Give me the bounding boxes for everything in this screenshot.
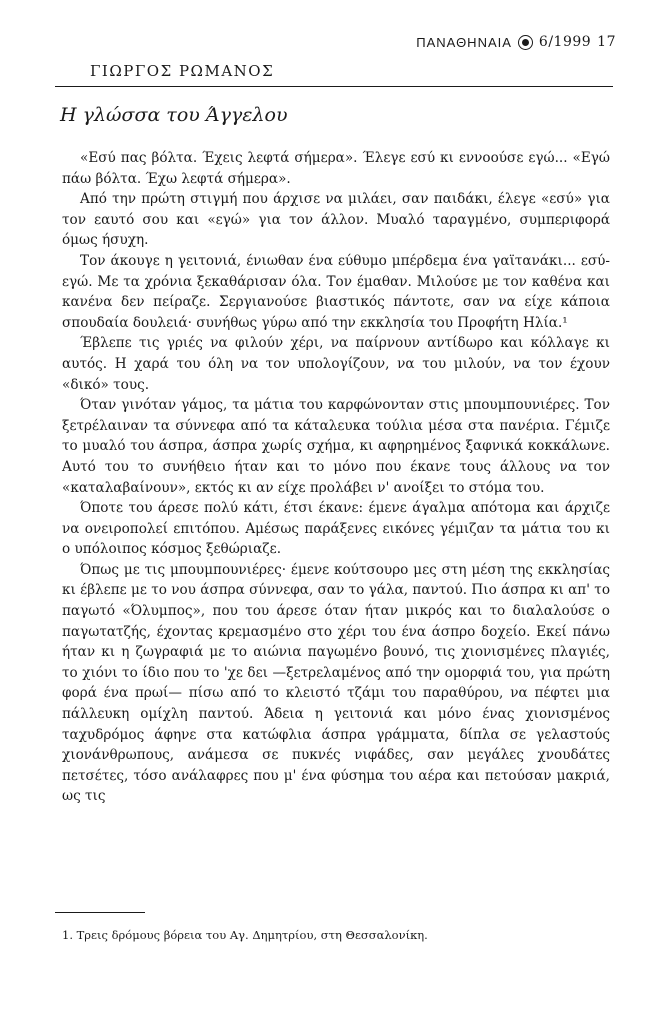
running-head [416, 34, 616, 50]
header-rule [55, 86, 613, 87]
paragraph-6: Όποτε του άρεσε πολύ κάτι, έτσι έκανε: έμενε άγαλμα απότομα και άρχιζε να ονειροπολεί επιτόπου. Αμέσως παράξενες εικόνες γέμιζαν τα μάτια του κι ο υπόλοιπος κόσμος ξεθώριαζε. [62, 500, 610, 558]
paragraph-5: Όταν γινόταν γάμος, τα μάτια του καρφώνονταν στις μπουμπουνιέρες. Τον ξετρέλαιναν τα σύννεφα από τα κάταλευκα τούλια μέσα στα πανέρια. Γέμιζε το μυαλό του άσπρα, άσπρα χωρίς σχήμα, κι αφηρημένος ξαφνικά κοκκάλωνε. Αυτό του το συνήθειο ήταν και το μόνο που έκανε τους άλλους να τον «καταλαβαίνουν», εκτός κι αν είχε προλάβει ν' ανοίξει το στόμα του. [62, 397, 610, 496]
paragraph-2: Από την πρώτη στιγμή που άρχισε να μιλάει, σαν παιδάκι, έλεγε «εσύ» για τον εαυτό σου και «εγώ» για τον άλλον. Μυαλό ταραγμένο, συμπεριφορά όμως ήσυχη. [62, 191, 610, 249]
story-body [62, 148, 610, 807]
footnote: 1. Τρεις δρόμους βόρεια του Αγ. Δημητρίου, στη Θεσσαλονίκη. [62, 928, 428, 942]
journal-logo-icon [518, 35, 533, 50]
paragraph-3: Τον άκουγε η γειτονιά, ένιωθαν ένα εύθυμο μπέρδεμα ένα γαϊτανάκι... εσύ-εγώ. Με τα χρόνια ξεκαθάρισαν όλα. Τον έμαθαν. Μιλούσε με τον καθένα και κανένα δεν πείραζε. Σεργιανούσε βιαστικός πάντοτε, σαν να είχε κάποια σπουδαία δουλειά· συνήθως γύρω από την εκκλησία του Προφήτη Ηλία.¹ [62, 252, 610, 331]
paragraph-7: Όπως με τις μπουμπουνιέρες· έμενε κούτσουρο μες στη μέση της εκκλησίας κι έβλεπε με το νου άσπρα σύννεφα, σαν το γάλα, παντού. Πιο άσπρα κι απ' το παγωτό «Όλυμπος», που του άρεσε όταν ήταν μικρός και το διαλαλούσε ο παγωτατζής, έχοντας κρεμασμένο στο χέρι του ένα άσπρο δοχείο. Εκεί πάνω ήταν κι η ζωγραφιά με το αιώνια παγωμένο βουνό, τις χιονισμένες πλαγιές, το χιόνι το ίδιο που το 'χε δει —ξετρελαμένος από την ομορφιά του, για πρώτη φορά ένα πρωί— πίσω από το κλειστό τζάμι του παραθύρου, να πέφτει μια πάλλευκη ομίχλη παντού. Άδεια η γειτονιά και μόνο ένας χιονισμένος ταχυδρόμος άφηνε στα κατώφλια άσπρα γράμματα, δίπλα σε γελαστούς χιονάνθρωπους, ανάμεσα σε πυκνές νιφάδες, σαν μεγάλες χνουδάτες πετσέτες, τόσο ανάλαφρες που μ' ένα φύσημα του αέρα και πετούσαν μακριά, ως τις [62, 561, 610, 805]
footnote-rule [55, 912, 145, 913]
page-number: 17 [597, 34, 616, 50]
paragraph-4: Έβλεπε τις γριές να φιλούν χέρι, να παίρνουν αντίδωρο και κόλλαγε κι αυτός. Η χαρά του όλη να τον υπολογίζουν, να του μιλούν, να τον έχουν «δικό» τους. [62, 335, 610, 393]
author-name: ΓΙΩΡΓΟΣ ΡΩΜΑΝΟΣ [90, 62, 275, 80]
paragraph-1: «Εσύ πας βόλτα. Έχεις λεφτά σήμερα». Έλεγε εσύ κι εννοούσε εγώ... «Εγώ πάω βόλτα. Έχω λεφτά σήμερα». [62, 150, 610, 187]
issue-number: 6/1999 [538, 34, 592, 50]
journal-name: ΠΑΝΑΘΗΝΑΙΑ [416, 34, 512, 50]
story-title: Η γλώσσα του Άγγελου [60, 104, 288, 126]
